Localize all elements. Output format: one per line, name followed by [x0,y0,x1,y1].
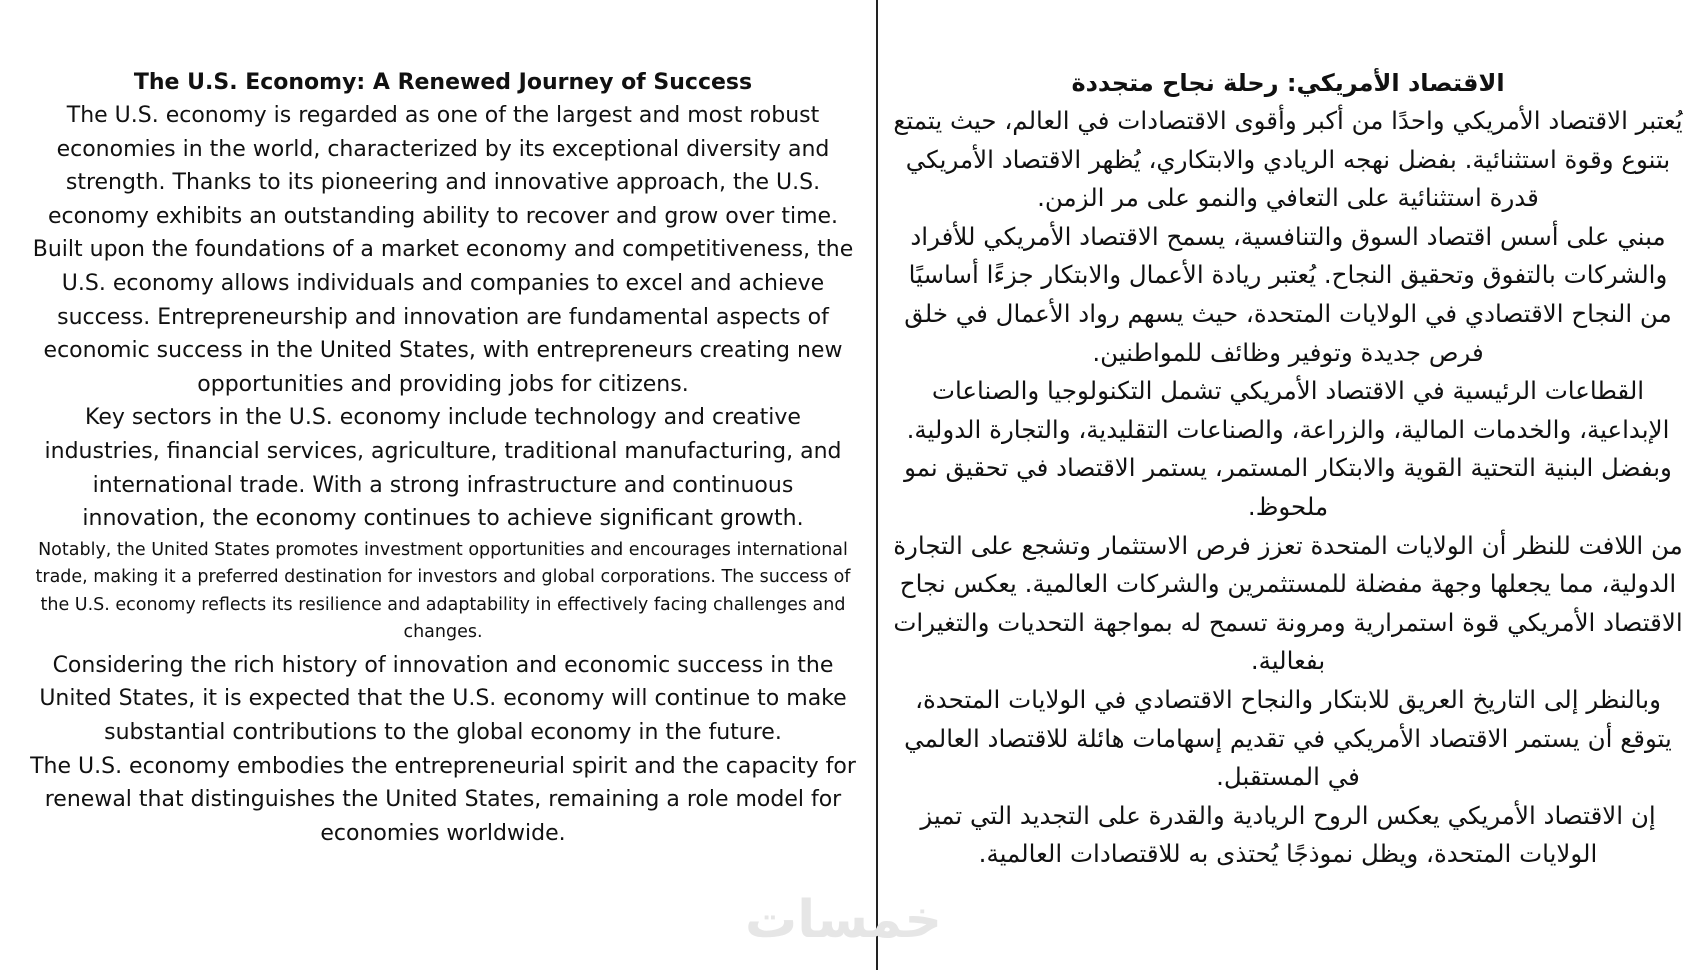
english-title: The U.S. Economy: A Renewed Journey of Success [133,70,753,95]
english-paragraph-1: The U.S. economy is regarded as one of the largest and most robust economies in the world, characterized by its exceptional diversity and strength. Thanks to its pioneering and innovative approach, the U.S. economy exhibits an outstanding ability to recover and grow over time. [47,103,839,229]
arabic-paragraph-5: وبالنظر إلى التاريخ العريق للابتكار والنجاح الاقتصادي في الولايات المتحدة، يتوقع أن يستمر الاقتصاد الأمريكي في تقديم إسهامات هائلة للاقتصاد العالمي في المستقبل. [904,684,1672,792]
arabic-column [890,64,1686,874]
english-paragraph-5: Considering the rich history of innovation and economic success in the United States, it is expected that the U.S. economy will continue to make substantial contributions to the global economy in the future. [39,652,847,745]
english-column [30,66,856,850]
arabic-paragraph-4: من اللافت للنظر أن الولايات المتحدة تعزز فرص الاستثمار وتشجع على التجارة الدولية، مما يجعلها وجهة مفضلة للمستثمرين والشركات العالمية. يعكس نجاح الاقتصاد الأمريكي قوة استمرارية ومرونة تسمح له بمواجهة التحديات والتغيرات بفعالية. [893,530,1683,676]
english-paragraph-6: The U.S. economy embodies the entrepreneurial spirit and the capacity for renewal that distinguishes the United States, remaining a role model for economies worldwide. [30,753,856,846]
watermark-logo: خمسات [745,890,943,950]
arabic-paragraph-1: يُعتبر الاقتصاد الأمريكي واحدًا من أكبر وأقوى الاقتصادات في العالم، حيث يتمتع بتنوع وقوة استثنائية. بفضل نهجه الريادي والابتكاري، يُظهر الاقتصاد الأمريكي قدرة استثنائية على التعافي والنمو على مر الزمن. [893,106,1683,213]
arabic-title: الاقتصاد الأمريكي: رحلة نجاح متجددة [1071,69,1505,97]
english-paragraph-3: Key sectors in the U.S. economy include technology and creative industries, financial services, agriculture, traditional manufacturing, and international trade. With a strong infrastructure and continuous innovation, the economy continues to achieve significant growth. [44,405,842,532]
arabic-paragraph-2: مبني على أسس اقتصاد السوق والتنافسية، يسمح الاقتصاد الأمريكي للأفراد والشركات بالتفوق وتحقيق النجاح. يُعتبر ريادة الأعمال والابتكار جزءًا أساسيًا من النجاح الاقتصادي في الولايات المتحدة، حيث يسهم رواد الأعمال في خلق فرص جديدة وتوفير وظائف للمواطنين. [904,221,1672,367]
arabic-paragraph-6: إن الاقتصاد الأمريكي يعكس الروح الريادية والقدرة على التجديد التي تميز الولايات المتحدة، ويظل نموذجًا يُحتذى به للاقتصادات العالمية. [920,800,1656,869]
english-paragraph-4: Notably, the United States promotes investment opportunities and encourages international trade, making it a preferred destination for investors and global corporations. The success of the U.S. economy reflects its resilience and adaptability in effectively facing challenges and changes. [35,539,851,643]
english-paragraph-2: Built upon the foundations of a market economy and competitiveness, the U.S. economy allows individuals and companies to excel and achieve success. Entrepreneurship and innovation are fundamental aspects of economic success in the United States, with entrepreneurs creating new opportunities and providing jobs for citizens. [32,237,854,397]
arabic-paragraph-3: القطاعات الرئيسية في الاقتصاد الأمريكي تشمل التكنولوجيا والصناعات الإبداعية، والخدمات المالية، والزراعة، والصناعات التقليدية، والتجارة الدولية. وبفضل البنية التحتية القوية والابتكار المستمر، يستمر الاقتصاد في تحقيق نمو ملحوظ. [904,376,1672,521]
column-divider [876,0,878,970]
